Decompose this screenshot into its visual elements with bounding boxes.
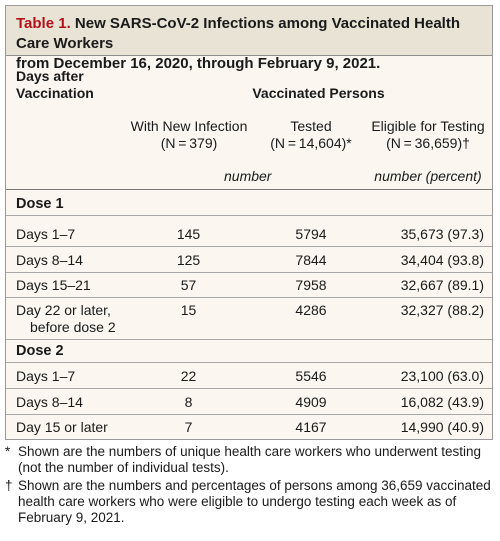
row-label: Days 8–14 — [16, 394, 83, 410]
cell-infected: 22 — [180, 368, 197, 384]
cell-eligible: 32,327 (88.2) — [400, 302, 484, 318]
cell-tested: 5546 — [295, 368, 327, 384]
row-label: Day 15 or later — [16, 419, 108, 435]
cell-tested: 4909 — [295, 394, 327, 410]
row-label: Days 15–21 — [16, 277, 91, 293]
footnote — [5, 444, 493, 476]
row-divider — [6, 362, 492, 363]
row-divider — [6, 297, 492, 298]
row-label: Days 1–7 — [16, 226, 76, 242]
cell-tested: 4286 — [295, 302, 327, 318]
table-number: Table 1. — [16, 15, 71, 32]
row-divider — [6, 388, 492, 389]
footnote — [5, 478, 493, 526]
footnote-text: Shown are the numbers and percentages of persons among 36,659 vaccinated health care workers who were eligible to undergo testing each week as of February 9, 2021. — [18, 478, 491, 525]
cell-eligible: 35,673 (97.3) — [400, 226, 484, 242]
group-header: Vaccinated Persons — [252, 85, 385, 101]
cell-infected: 8 — [184, 394, 193, 410]
cell-infected: 145 — [176, 226, 201, 242]
cell-tested: 7844 — [295, 252, 327, 268]
col-header-eligible-line2: (N = 36,659)† — [386, 135, 470, 151]
row-divider — [6, 215, 492, 216]
row-divider — [6, 414, 492, 415]
row-label: Days 1–7 — [16, 368, 76, 384]
row-label: Day 22 or later, — [16, 302, 111, 318]
cell-tested: 5794 — [295, 226, 327, 242]
row-divider — [6, 272, 492, 273]
cell-infected: 57 — [180, 277, 197, 293]
cell-infected: 125 — [176, 252, 201, 268]
section-label-dose2: Dose 2 — [16, 343, 64, 359]
table-frame — [5, 5, 493, 440]
header-divider — [6, 189, 492, 190]
footnote-symbol: † — [5, 478, 13, 493]
unit-label-number-percent: number (percent) — [374, 168, 482, 184]
cell-eligible: 16,082 (43.9) — [400, 394, 484, 410]
table-title-bar — [6, 6, 492, 72]
col-header-infection-line2: (N = 379) — [160, 135, 218, 151]
unit-label-number: number — [224, 168, 272, 184]
row-divider — [6, 339, 492, 340]
row-label-continued: before dose 2 — [30, 319, 116, 335]
col-header-tested-line1: Tested — [290, 118, 332, 134]
col-header-eligible-line1: Eligible for Testing — [371, 118, 485, 134]
row-label-header-line2: Vaccination — [16, 85, 94, 101]
col-header-infection-line1: With New Infection — [130, 118, 248, 134]
footnote-text: Shown are the numbers of unique health care workers who underwent testing (not the number of individual tests). — [18, 444, 482, 475]
table-title-line2: from December 16, 2020, through February 9, 2021. — [16, 55, 381, 72]
row-label: Days 8–14 — [16, 252, 83, 268]
cell-tested: 7958 — [295, 277, 327, 293]
table-title-line1: New SARS-CoV-2 Infections among Vaccinated Health Care Workers — [16, 15, 461, 52]
cell-infected: 7 — [184, 419, 193, 435]
cell-eligible: 14,990 (40.9) — [400, 419, 484, 435]
col-header-tested-line2: (N = 14,604)* — [270, 135, 352, 151]
row-label-header-line1: Days after — [16, 68, 84, 84]
table-row — [6, 302, 492, 338]
cell-eligible: 23,100 (63.0) — [400, 368, 484, 384]
cell-eligible: 32,667 (89.1) — [400, 277, 484, 293]
footnote-symbol: * — [5, 444, 11, 459]
cell-infected: 15 — [180, 302, 197, 318]
cell-tested: 4167 — [295, 419, 327, 435]
cell-eligible: 34,404 (93.8) — [400, 252, 484, 268]
section-label-dose1: Dose 1 — [16, 196, 64, 212]
row-divider — [6, 246, 492, 247]
